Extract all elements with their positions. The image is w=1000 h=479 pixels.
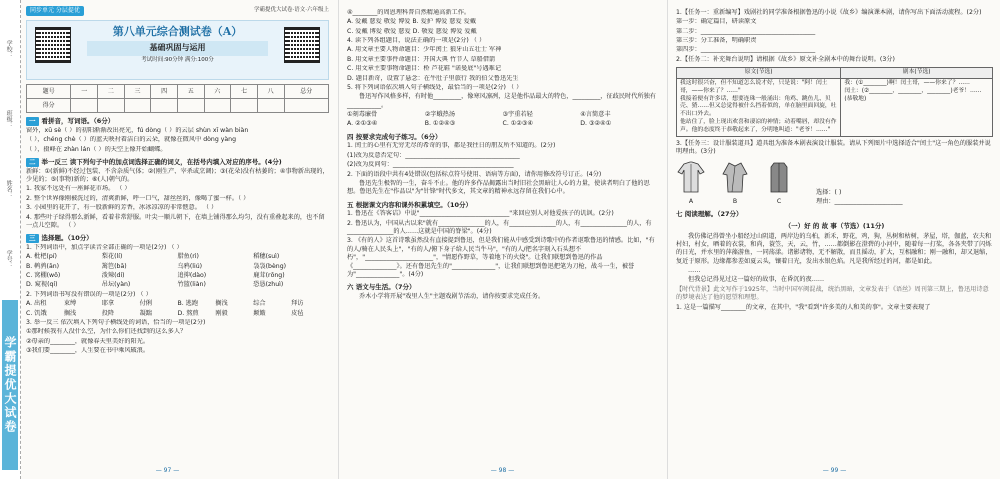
edge-label-school: 学校： (5, 40, 13, 58)
page1-content (26, 0, 329, 356)
s3-q2: 2. 下列词语书写没有错误的一项是(2分) （ ） (26, 290, 152, 298)
score-cell[interactable] (151, 99, 178, 113)
s4-q1: 1. 闰土的心里有无穷无尽的希奇的事，都是我往日的朋友所不知道的。(2分) (347, 142, 556, 150)
score-header-cell: 八 (257, 85, 284, 99)
s2-item: 3. 小园里的花开了，有一股新鲜的芳香，冰冰凉凉的非常惬意。 （ ） (26, 204, 218, 212)
q4-option: A. 用文章主要人物命题目：少年闰土 狼牙山五壮士 军神 (347, 46, 502, 54)
edge-label-id: 学号： (5, 250, 13, 268)
robe-icon[interactable] (720, 160, 750, 194)
background-note: 【时代背景】此文写作于1925年，当时中国军阀混战，统治黑暗，文章发表于《语丝》周刊第三期上，鲁迅用诗意的梦境表达了他的愿望和理想。 (676, 285, 989, 302)
score-cell[interactable] (231, 99, 258, 113)
cloth-label: A (688, 197, 694, 205)
score-header-cell: 五 (177, 85, 204, 99)
s6-intro: 乔木小学将开展"戏里人生"主题戏剧节活动，请你按要求完成任务。 (359, 293, 545, 300)
s2-item: 2. 整个世界像刚被洗过的，清爽新鲜，呼一口气，甜丝丝的，像喝了蜜一样。（ ） (26, 194, 250, 202)
s4-q1b[interactable]: (2)改为反问句：_______________________________________ (347, 161, 514, 169)
q5: 5. 将下列词语依次填入句子横线处，最恰当的一项是(2分) （ ） (347, 83, 523, 91)
s5-line: 1. 鲁迅在《答客诘》中说"_____________________________"来回应别人对他爱孩子的讥讽。(2分) (347, 210, 614, 218)
s2-definition: 新鲜：①(新鲜)不经过包装、不含杂质气体；②(刚生产、宰杀或烹调)；③(花朵)没有枯萎的；④事物新出现的，少见的；⑤(事物)新的；⑥(人)朝气的。 (26, 167, 329, 184)
score-header-cell: 总分 (284, 85, 329, 99)
task1-step[interactable]: 第二步：_____________________________________ (676, 27, 816, 35)
s1-line: （ ），chéng chè（ ）的蓝天映衬着洁白的云朵，就像在微风中 dòng yàng (26, 136, 237, 144)
script-table (676, 67, 993, 137)
task1-step: 第三步：分工准备，明确职责 (676, 37, 757, 45)
score-header-cell: 一 (71, 85, 98, 99)
task1: 1.【任务一：重新编写】戏剧社的同学准备根据鲁迅的小说《故乡》编演课本剧，请你写出下面活动流程。(2分) (676, 9, 982, 16)
s3-q3: 3. 举一反三 依次填入下列句子横线处的词语，恰当的一项是(2分) (26, 318, 206, 326)
s3-q1: 1. 下列词语中，加点字读音全部正确的一项是(2分) （ ） (26, 243, 183, 251)
s4-q2-passage: 鲁迅先生极智的一生，奋斗不止。他的许多作品揭露出当时旧社会黑暗让人心的力量，使读者明白了他的思想。鲁迅先生在"作品以"为"针锋"时代多文，其文章的精神永远存留在我们心中。 (347, 179, 650, 196)
score-row-label: 得分 (27, 99, 71, 113)
task3: 3.【任务三：设计服装道具】道具组为准备本剧表演设计服装。请从下列图片中选择适合"闰土"这一角色的服装并说明理由。(3分) (676, 139, 991, 156)
section-2-title: 二 举一反三 读下列句子中的加点词选择正确的词义，在括号内填入对应的序号。(4分) (26, 158, 329, 167)
score-table (26, 84, 329, 113)
p2-line: C. 爱戴 博爱 敬爱 慈爱 D. 敬爱 慈爱 博爱 爱戴 (347, 27, 477, 35)
score-header-cell: 题号 (27, 85, 71, 99)
table-header: 剧本(节选) (841, 68, 993, 79)
s1-line: （ ），摄峰在 zhàn lán（ ）的天空上像开始蝴蝶。 (26, 145, 167, 153)
page-99 (667, 0, 1000, 479)
cloth-label: B (732, 197, 738, 205)
q4: 4. 读下列各组题目，说法正确的一项是(2分) （ ） (347, 37, 486, 45)
score-cell[interactable] (204, 99, 231, 113)
original-text-cell: 我这时很兴奋，但不知道怎么说才好，只是说："阿！闰土哥，——你来了？……" 我接着便有许多话，想要连珠一般涌出：角鸡、跳鱼儿、贝壳、猹……但又总觉得被什么挡着似的，单在脑里面回旋，吐不出口外去。 他站住了，脸上现出欢喜和凄凉的神情；动着嘴唇，却没有作声。他的态度终于恭敬起来了，分明地叫道："老爷！……" (677, 78, 841, 136)
book-title: 学霸提优大试卷·语文·六年级上 (254, 7, 329, 14)
s4-q1a[interactable]: (1)改为反意否定句：_____________________________________ (347, 151, 520, 159)
clothing-images (676, 160, 993, 206)
reason-field[interactable]: 理由：______________________ (816, 197, 903, 205)
s2-item: 1. 我家不远处有一座鲜花市场。 （ ） (26, 185, 131, 193)
score-header-cell: 七 (231, 85, 258, 99)
option-row: A. 出租 束缚 耶拿 付俐 B. 逃跑 搁浅 综合 拜访 (26, 300, 304, 308)
page-number: — 99 — (822, 466, 847, 474)
score-cell[interactable] (98, 99, 125, 113)
page-98 (338, 0, 666, 479)
time-info: 考试时间:90分钟 满分:100分 (141, 57, 214, 64)
score-header-cell: 六 (204, 85, 231, 99)
passage-para: 我仿佛记得曾坐小船经过山阴道，两岸边的乌桕，新禾，野花，鸡，狗，丛树和枯树，茅屋，塔，伽蓝，农夫和村妇，村女，晒着的衣裳，和尚，蓑笠，天，云，竹，……都倒影在澄碧的小河中，随着每一打桨，各各夹带了闪烁的日光，并水里的萍藻游鱼，一同荡漾。诸影诸物，无不解散，而且摇动，扩大，互相融和；刚一融和，却又退缩，复近于原形。边缘都参差如夏云头，镶着日光，发出水银色焰。凡是我所经过的河，都是如此。 (676, 232, 992, 265)
test-title: 第八单元综合测试卷（A） (112, 25, 243, 39)
qr-code-icon (35, 27, 71, 63)
passage-para: 但我总记得见过这一篇好的故事，在昏沉的夜…… (688, 276, 825, 284)
s4-q2: 2. 下面的语段中共有4处错误(包括标点符号使用、语病等方面)，请你用修改符号订正。(4分) (347, 170, 602, 178)
s3-q3-line: ③我们要________，人生要在书中乘风破浪。 (26, 346, 150, 354)
q4-option: B. 用文章主要事件命题目：开国大典 竹节人 草船借箭 (347, 55, 496, 63)
p2-line: A. 爱戴 慈爱 敬爱 博爱 B. 爱护 博爱 慈爱 爱戴 (347, 18, 477, 26)
q5-words: ①刻毒廉骨 ②字蛾热汤 ③宇重若轻 ④言简意丰 (347, 110, 611, 118)
test-header (26, 20, 329, 80)
edge-label-name: 姓名： (5, 180, 13, 198)
s5-line: 2. 鲁迅认为，中国从古以来"就有_______________的人，有_______________的人，有_______________的人，有_______________的人……这就是中国的脊梁"。(4分) (347, 219, 652, 236)
section-1-title: 一 看拼音，写词语。（6分） (26, 117, 329, 126)
score-header-cell: 二 (98, 85, 125, 99)
score-cell[interactable] (71, 99, 98, 113)
page-number: — 98 — (490, 466, 515, 474)
s3-q3-line: ②母亲的________，就像春天里美好的阳光。 (26, 337, 150, 345)
score-cell[interactable] (257, 99, 284, 113)
task1-step[interactable]: 第四步：_____________________________________ (676, 46, 816, 54)
page3-content (676, 8, 993, 313)
section-7-title: 七 阅读理解。（27分） (676, 210, 743, 219)
choice-field[interactable]: 选择：( ) (816, 189, 842, 197)
s3-q3-line: ①那时候我有人没什么空，为什么你们还找到的这么多人？ (26, 328, 187, 336)
script-text-cell[interactable]: 我：(①________)啊！闰土哥，——你来了？…… 闰土：(②________，________，________)老爷！……(恭敬地) (841, 78, 993, 136)
p2-line: ④________的周恩理科普自然精通高新工作。 (347, 9, 471, 16)
option-row: C. 饥饿 搁浅 投降 凝踹 D. 熬煎 刚毅 颠簸 皮毡 (26, 309, 304, 317)
q4-option: C. 用文章主要事物命题目：桥 芦花鞋 "诺曼底"号遇难记 (347, 65, 502, 73)
passage-title: （一）好 的 故 事（节选）(11分) (784, 221, 885, 230)
jacket-icon[interactable] (676, 160, 706, 194)
q5-passage: 鲁迅写作风格多样，有时他_________，像寒风凛冽，这是他作品最大的特色，_________，征歧民时代所独有___________。 (347, 93, 656, 109)
series-tag: 同步单元 分层提优 (26, 6, 84, 16)
binding-edge (0, 0, 21, 479)
section-4-title: 四 按要求完成句子练习。（6分） (347, 132, 442, 141)
score-cell[interactable] (124, 99, 151, 113)
task2: 2.【任务二：补充舞台说明】请根据《故乡》原文补全剧本中的舞台说明。(3分) (676, 55, 895, 63)
q5-options: A. ②①③④ B. ①②④③ C. ①②③④ D. ③②④① (347, 120, 612, 128)
s2-item: 4. 那些叶子绿得那么新鲜，看着非常舒服。叶尖一顺儿朝下，在墙上铺得那么均匀，没有重叠起来的，也不留一点儿空隙。 （ ） (26, 213, 325, 229)
score-header-cell: 三 (124, 85, 151, 99)
score-cell[interactable] (177, 99, 204, 113)
s1-line: 窗外，xū sè（ ）的初阳渐渐改出亮光，fú dòng（ ）的云层 shùn xī wàn biàn (26, 126, 249, 134)
score-header-cell: 四 (151, 85, 178, 99)
option-row: C. 窝棚(wō) 泼辣(dí) 追抑(dào) 鹿茸(rōng) (26, 272, 285, 280)
brand-bar: 学霸提优大试卷 (2, 300, 18, 470)
edge-label-class: 班级： (5, 110, 13, 128)
option-row: B. 鹌鹑(ān) 篱笆(bā) 乌鸦(liú) 袅袅(bèng) (26, 262, 287, 270)
cloth-label: C (776, 197, 782, 205)
page-number: — 97 — (155, 466, 180, 474)
option-row: A. 枇杷(pí) 梨花(lí) 腊鱼(rì) 稻穗(suì) (26, 253, 280, 261)
task1-step: 第一步：确定篇目，研读原文 (676, 18, 757, 26)
q4-option: D. 题目新奇，设置了悬念：在牛肚子里旅行 我的伯父鲁迅先生 (347, 74, 519, 82)
qr-code-icon (284, 27, 320, 63)
section-6-title: 六 语文与生活。（7分） (347, 283, 416, 292)
coat-icon[interactable] (764, 160, 794, 194)
table-header: 原文(节选) (677, 68, 841, 79)
reading-q1: 1. 这是一篇描写________的文章，在其中，"我"看到"许多美的人和美的事"。文章主要表现了 (676, 303, 931, 311)
section-5-title: 五 根据课文内容和课外积累填空。（10分） (347, 200, 473, 209)
s5-line: 3. 《有的人》这首诗歌虽然没有直接提到鲁迅，但是我们能从中感受到诗歌中的作者讴歌鲁迅的情感。比如，"有的人/骑在人民头上"，"有的人/俯下身子给人民当牛马"，"有的人/把名字刻入石头想不朽"，"______________________"，"情愿作野草，等着地下的火烧"。让我们联想到鲁迅的作品《______________》。还有鲁迅先生的"______________"，让我们联想到鲁迅把笔为刀枪，战斗一生，被誉为"______________"。(4分) (347, 237, 655, 278)
score-cell[interactable] (284, 99, 329, 113)
passage-para: …… (688, 267, 701, 275)
option-row: D. 窥视(qí) 吊坛(yàn) 竹篮(liàn) 恐恳(zhuì) (26, 281, 284, 289)
page2-content (347, 8, 658, 302)
test-subtitle: 基础巩固与运用 (87, 41, 268, 56)
section-3-title: 三 选择题。（10分） (26, 234, 329, 243)
page-97 (0, 0, 335, 479)
